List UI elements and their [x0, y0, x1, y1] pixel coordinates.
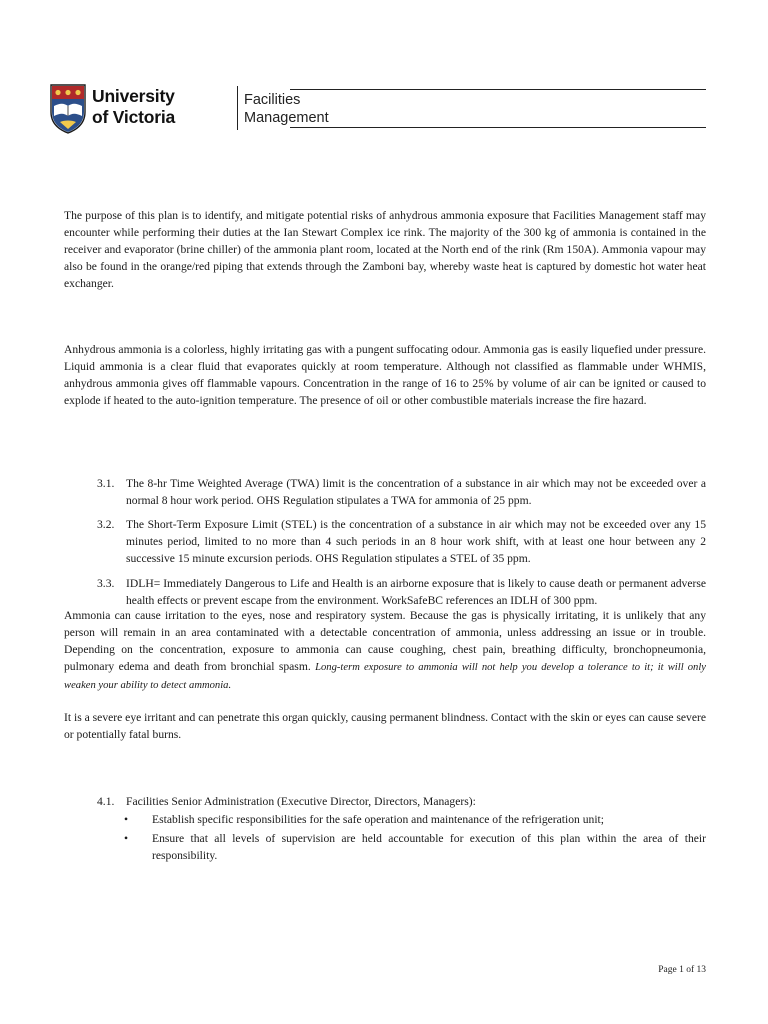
eye-hazard-paragraph: It is a severe eye irritant and can penetrate this organ quickly, causing permanent blindness. Contact with the skin or eyes can cause severe or potentially fatal burns. — [64, 711, 706, 741]
limit-text: The 8-hr Time Weighted Average (TWA) limit is the concentration of a substance in air which may not be exceeded over a normal 8 hour work period. OHS Regulation stipulates a TWA for ammonia of 25 ppm. — [126, 477, 706, 507]
university-name-line1: University — [92, 86, 175, 106]
limit-item-twa — [97, 475, 706, 509]
limit-text: IDLH= Immediately Dangerous to Life and Health is an airborne exposure that is likely to cause death or permanent adverse health effects or prevent escape from the environment. WorkSafeBC references an IDLH of 300 ppm. — [126, 577, 706, 607]
limit-item-stel — [97, 516, 706, 567]
health-effects-paragraph — [64, 607, 706, 694]
bullet-text: Establish specific responsibilities for the safe operation and maintenance of the refrigeration unit; — [152, 813, 605, 826]
responsibility-title: Facilities Senior Administration (Executive Director, Directors, Managers): — [126, 795, 476, 808]
university-name — [92, 86, 175, 128]
health-effects-italic-note: Long-term exposure to ammonia will not help you develop a tolerance to it; it will only weaken your ability to detect ammonia. — [64, 662, 706, 691]
purpose-paragraph: The purpose of this plan is to identify, and mitigate potential risks of anhydrous ammonia exposure that Facilities Management staff may encounter while performing their duties at the Ian Stewart Complex ice rink. The majority of the 300 kg of ammonia is contained in the receiver and evaporator (brine chiller) of the ammonia plant room, located at the North end of the rink (Rm 150A). Ammonia vapour may also be found in the orange/red piping that extends through the Zamboni bay, whereby waste heat is captured by domestic hot water heat exchanger. — [64, 209, 706, 290]
ammonia-properties-paragraph: Anhydrous ammonia is a colorless, highly irritating gas with a pungent suffocating odour. Ammonia gas is easily liquefied under pressure. Liquid ammonia is a clear fluid that evaporates quickly at room temperature. Although not classified as flammable under WHMIS, anhydrous ammonia gives off flammable vapours. Concentration in the range of 16 to 25% by volume of air can be ignited or caused to explode if heated to the auto-ignition temperature. The presence of oil or other combustible materials increase the fire hazard. — [64, 343, 706, 407]
bullet-icon: • — [124, 832, 129, 845]
header-rule-bottom — [290, 127, 706, 128]
header-rule-top — [290, 89, 706, 90]
department-name-line2: Management — [244, 110, 329, 126]
responsibility-bullet — [124, 830, 706, 864]
limit-item-idlh — [97, 575, 706, 609]
logo-divider — [237, 86, 238, 130]
responsibility-item-senior-admin — [97, 793, 706, 810]
limit-number: 3.1. — [97, 477, 115, 490]
university-name-line2: of Victoria — [92, 107, 176, 127]
bullet-text: Ensure that all levels of supervision are held accountable for execution of this plan within the area of their responsibility. — [152, 832, 706, 862]
university-crest-icon — [50, 84, 86, 134]
department-name-line1: Facilities — [244, 92, 301, 108]
health-effects-text: Ammonia can cause irritation to the eyes, nose and respiratory system. Because the gas is physically irritating, it is unlikely that any person will remain in an area contaminated with a detectable concentration of ammonia, unless addressing an issue or in trouble. Depending on the concentration, exposure to ammonia can cause coughing, chest pain, breathing difficulty, bronchopneumonia, pulmonary edema and death from bronchial spasm. — [64, 609, 706, 673]
limit-number: 3.2. — [97, 518, 115, 531]
responsibility-bullet — [124, 811, 706, 828]
page-number: Page 1 of 13 — [658, 965, 706, 975]
limit-text: The Short-Term Exposure Limit (STEL) is the concentration of a substance in air which may not be exceeded over any 15 minutes period, limited to no more than 4 such periods in an 8 hour work shift, with at least one hour between any 2 successive 15 minute excursion periods. OHS Regulation stipulates a STEL of 35 ppm. — [126, 518, 706, 565]
uvic-logo — [50, 84, 329, 140]
limit-number: 3.3. — [97, 577, 115, 590]
department-name — [244, 91, 329, 127]
bullet-icon: • — [124, 813, 129, 826]
responsibility-number: 4.1. — [97, 795, 115, 808]
